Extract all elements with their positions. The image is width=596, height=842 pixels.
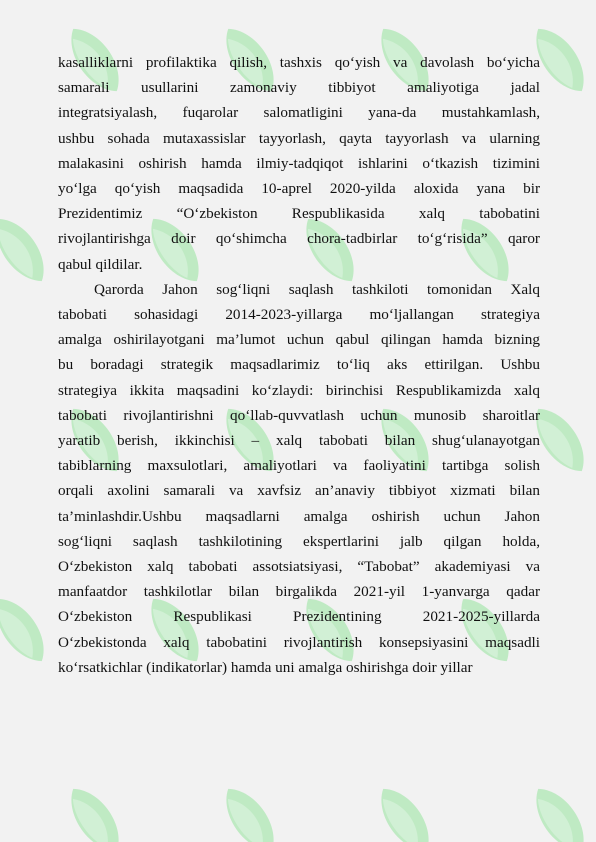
text-line: bu boradagi strategik maqsadlarimiz to‘liq aks ettirilgan. Ushbu [58, 356, 540, 374]
text-line: tabiblarning maxsulotlari, amaliyotlari va faoliyatini tartibga solish [58, 457, 540, 475]
leaf-watermark-icon [215, 779, 286, 842]
leaf-watermark-icon [525, 779, 596, 842]
paragraph-1 [58, 50, 540, 277]
text-line: tabobati rivojlantirishni qo‘llab-quvvatlash uchun munosib sharoitlar [58, 406, 540, 424]
text-line: ta’minlashdir.Ushbu maqsadlarni amalga oshirish uchun Jahon [58, 507, 540, 525]
leaf-watermark-icon [0, 589, 55, 670]
text-line: O‘zbekiston xalq tabobati assotsiatsiyasi, “Tabobat” akademiyasi va [58, 558, 540, 576]
text-line: tabobati sohasidagi 2014-2023-yillarga mo‘ljallangan strategiya [58, 306, 540, 324]
text-line: rivojlantirishga doir qo‘shimcha chora-tadbirlar to‘g‘risida” qaror [58, 230, 540, 248]
leaf-watermark-icon [0, 209, 55, 290]
text-line: ko‘rsatkichlar (indikatorlar) hamda uni amalga oshirishga doir yillar [58, 658, 473, 676]
text-line: qabul qildilar. [58, 255, 143, 273]
text-line: kasalliklarni profilaktika qilish, tashxis qo‘yish va davolash bo‘yicha [58, 54, 540, 71]
leaf-watermark-icon [370, 779, 441, 842]
text-line: manfaatdor tashkilotlar bilan birgalikda 2021-yil 1-yanvarga qadar [58, 583, 540, 601]
paragraph-2 [58, 277, 540, 680]
text-line: samarali usullarini zamonaviy tibbiyot amaliyotiga jadal [58, 79, 540, 97]
text-line: orqali axolini samarali va xavfsiz an’anaviy tibbiyot xizmati bilan [58, 482, 540, 500]
leaf-watermark-icon [60, 779, 131, 842]
text-line: O‘zbekiston Respublikasi Prezidentining 2021-2025-yillarda [58, 608, 540, 626]
text-line: Qarorda Jahon sog‘liqni saqlash tashkiloti tomonidan Xalq [94, 280, 540, 298]
text-line: O‘zbekistonda xalq tabobatini rivojlantirish konsepsiyasini maqsadli [58, 633, 540, 651]
text-line: yaratib berish, ikkinchisi – xalq tabobati bilan shug‘ulanayotgan [58, 432, 540, 450]
text-line: sog‘liqni saqlash tashkilotining ekspertlarini jalb qilgan holda, [58, 532, 540, 550]
text-line: yo‘lga qo‘yish maqsadida 10-aprel 2020-yilda aloxida yana bir [58, 180, 540, 198]
text-line: Prezidentimiz “O‘zbekiston Respublikasida xalq tabobatini [58, 205, 540, 223]
text-line: amalga oshirilayotgani ma’lumot uchun qabul qilingan hamda bizning [58, 331, 540, 349]
text-line: strategiya ikkita maqsadini ko‘zlaydi: birinchisi Respublikamizda xalq [58, 381, 540, 399]
text-line: integratsiyalash, fuqarolar salomatligini yana-da mustahkamlash, [58, 104, 540, 122]
text-line: ushbu sohada mutaxassislar tayyorlash, qayta tayyorlash va ularning [58, 129, 540, 147]
document-page [58, 50, 540, 680]
text-line: malakasini oshirish hamda ilmiy-tadqiqot ishlarini o‘tkazish tizimini [58, 154, 540, 172]
